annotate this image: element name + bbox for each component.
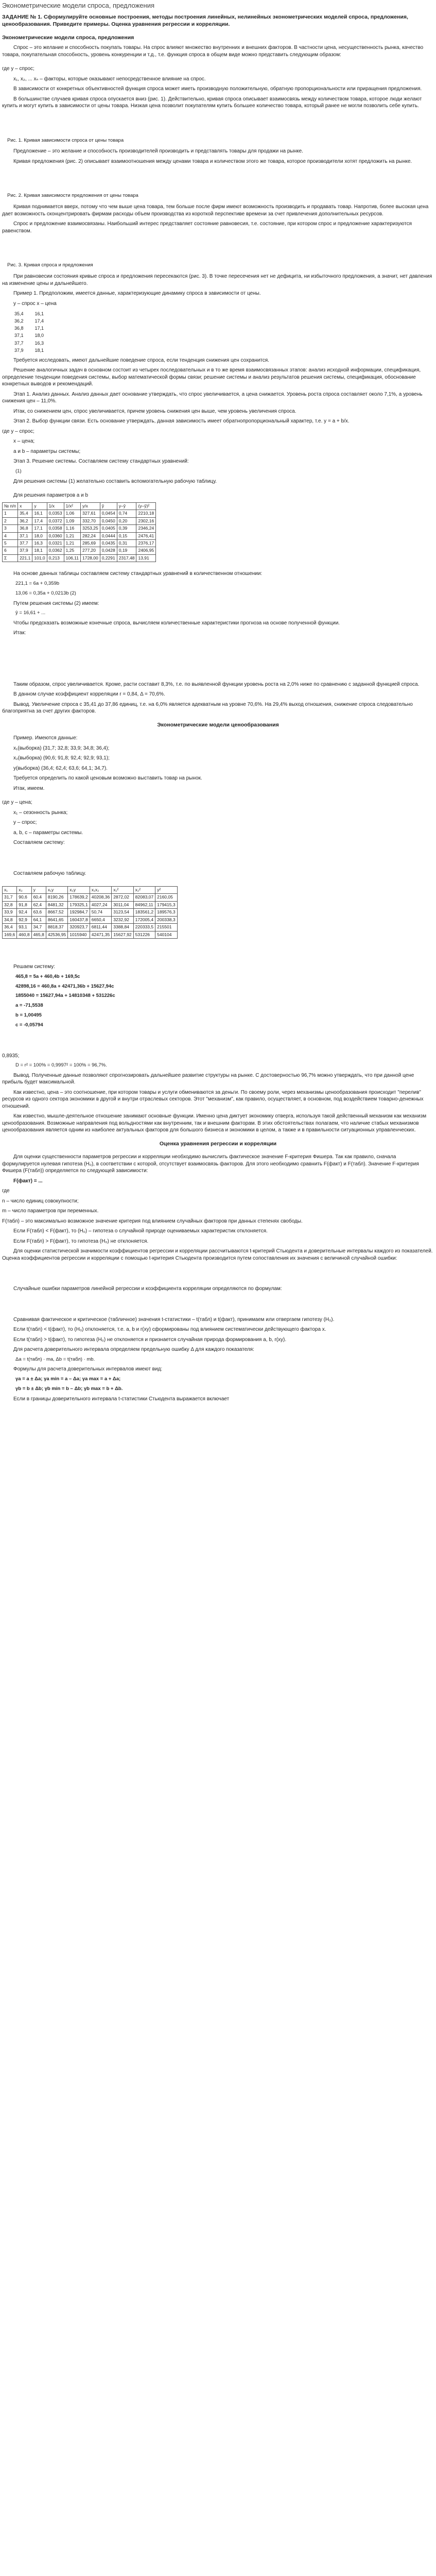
paragraph: Кривая поднимается вверх, потому что чем выше цена товара, тем больше после фирм имеют возможность производить и продавать товар. Напротив, более высокая цена дает возможность сконцентрировать фирмам расходы объем производства из короткой перспективе времени за счет привлечения дополнительных ресурсов. [2, 204, 429, 217]
paragraph: Для решения системы (1) желательно составить вспомогательную рабочую таблицу. [13, 478, 217, 484]
table-cell: 3011,04 [112, 901, 133, 908]
pair-cell: 37,7 [14, 340, 24, 346]
table-cell: 2406,95 [136, 547, 156, 554]
table-cell: 0,20 [117, 517, 136, 524]
table-cell: 4 [3, 532, 18, 539]
table-cell: 1,16 [64, 525, 80, 532]
table-cell: 37,1 [18, 532, 32, 539]
paragraph: Сравнивая фактическое и критическое (табличное) значения t-статистики – t(табл) и t(факт), принимаем или отвергаем гипотезу (H₀). [13, 1316, 335, 1323]
table-header-cell: 1/x [47, 502, 64, 510]
paragraph: Решение аналогичных задач в основном состоит из четырех последовательных и в то же время взаимосвязанных этапов: анализ исходной информации, спецификация, определение тенденции поведения системы, выбор математической формы связи; решение системы и анализ результатов решения системы, спецификация, обоснование конкретных выводов и рекомендаций. [2, 367, 421, 387]
paragraph: Как известно, цена – это соотношение, при котором товары и услуги обмениваются за деньги. По своему роли, через механизмы ценообразования происходит "перелив" ресурсов из одного сектора экономики в другой и внутри отраслевых секторов. Этот "механизм", как правило, осуществляет, в основном, под воздействием товарно-денежных отношений. [2, 1089, 424, 1109]
paragraph: Для расчета доверительного интервала определяем предельную ошибку Δ для каждого показателя: [13, 1347, 254, 1353]
pair-row [7, 310, 48, 317]
paragraph: Требуется исследовать, имеют дальнейшие поведение спроса, если тенденция снижения цен сохранится. [13, 357, 269, 363]
table-cell: 179415,3 [155, 901, 177, 908]
paragraph: F(табл) – это максимально возможное значение критерия под влиянием случайных факторов при данных степенях свободы. [2, 1218, 303, 1224]
table-cell: 32,8 [3, 901, 17, 908]
table-cell: 1728,00 [81, 554, 100, 562]
table-cell: 2376,17 [136, 540, 156, 547]
table-cell: 3388,84 [112, 924, 133, 931]
table-cell: 1015940 [68, 931, 90, 938]
paragraph: В данном случае коэффициент корреляции r = 0,84, Δ = 70,6%. [13, 691, 165, 698]
pair-row [7, 325, 48, 332]
table-cell: 0,2291 [100, 554, 117, 562]
paragraph: x₁(выборка) (31,7; 32,8; 33,9; 34,8; 36,4); [13, 745, 110, 751]
table-header-cell: x₁² [112, 887, 133, 894]
table-cell: 6 [3, 547, 18, 554]
paragraph: Спрос и предложение взаимосвязаны. Наибольший интерес представляет состояние равновесия, т.е. состояние, при котором спрос и предложение характеризуются равенством. [2, 221, 412, 234]
paragraph: Для оценки существенности параметров регрессии и корреляции необходимо вычислить фактическое значение F-критерия Фишера. Так как правило, сначала формулируется нулевая гипотеза (H₀), в соответствии с которой, отсутствует взаимосвязь факторов. Для этого необходимо сравнить F(факт) и F(табл). Значение F-критерия Фишера (F(табл)) определяется по следующей зависимости: [2, 1154, 419, 1174]
table-cell: 0,0372 [47, 517, 64, 524]
formula: D = r² = 100% = 0,9997² = 100% = 96,7%. [15, 1062, 107, 1069]
table-row [3, 924, 178, 931]
paragraph: Этап 1. Анализ данных. Анализ данных дает основание утверждать, что спрос увеличивается, а цена снижается. Уровень роста спроса составляет около 7,1%, а уровень снижения цен – 11,0%. [2, 391, 423, 404]
paragraph: При равновесии состояния кривые спроса и предложения пересекаются (рис. 3). В точке пересечения нет не дефицита, ни избыточного предложения, а значит, нет давления на изменение цены и дальнейшего. [2, 274, 432, 286]
table-cell: 0,0428 [100, 547, 117, 554]
paragraph: где y – цена; [2, 800, 32, 806]
table-cell: 3253,25 [81, 525, 100, 532]
table-cell: 42471,35 [90, 931, 111, 938]
table-cell: Σ [3, 554, 18, 562]
paragraph: m – число параметров при переменных. [2, 1208, 99, 1214]
task-statement: ЗАДАНИЕ № 1. Сформулируйте основные построения, методы построения линейных, нелинейных эконометрических моделей спроса, предложения, ценообразования. Приведите примеры. Оценка уравнения регрессии и корреляции. [2, 13, 408, 27]
table-cell: 93,1 [17, 924, 31, 931]
table-cell: 0,0450 [100, 517, 117, 524]
formula: F(факт) = ... [13, 1178, 43, 1184]
table-header-cell: x₂y [68, 887, 90, 894]
paragraph: Для решения параметров a и b [13, 493, 89, 499]
figure-caption: Рис. 1. Кривая зависимости спроса от цены товара [7, 137, 124, 143]
table-cell: 5 [3, 540, 18, 547]
paragraph: Требуется определить по какой ценовым возможно выставить товар на рынок. [13, 775, 202, 782]
table-cell: 221,1 [18, 554, 32, 562]
table-cell: 82083,07 [133, 894, 155, 901]
formula: (1) [15, 468, 22, 474]
formula: 13,06 = 0,35a + 0,0213b (2) [15, 590, 76, 596]
table-header-cell: x [18, 502, 32, 510]
table-cell: 8190,26 [46, 894, 67, 901]
table-cell: 2317,48 [117, 554, 136, 562]
paragraph: где y – спрос; [2, 428, 34, 434]
table-cell: 540104 [155, 931, 177, 938]
table-header-cell: y/x [81, 502, 100, 510]
table-header-cell: x₁x₂ [90, 887, 111, 894]
table-cell: 8481,32 [46, 901, 67, 908]
table-cell: 92,9 [17, 916, 31, 923]
section-heading-demand: Эконометрические модели спроса, предложения [2, 34, 134, 41]
table-header-cell: x₂² [133, 887, 155, 894]
table-cell: 332,70 [81, 517, 100, 524]
pair-row [7, 347, 48, 354]
table-cell: 37,7 [18, 540, 32, 547]
paragraph: Составляем рабочую таблицу. [13, 870, 86, 876]
table-header-cell: x₁y [46, 887, 67, 894]
paragraph: Пример. Имеются данные: [13, 735, 78, 741]
table-row [3, 894, 178, 901]
table-row [3, 517, 156, 524]
table-cell: 465,8 [31, 931, 46, 938]
table-cell: 50,74 [90, 909, 111, 916]
table-cell: 31,7 [3, 894, 17, 901]
table-row [3, 909, 178, 916]
paragraph: Формулы для расчета доверительных интервалов имеют вид: [13, 1366, 163, 1372]
table-header-cell: № п/п [3, 502, 18, 510]
paragraph: Для оценки статистической значимости коэффициентов регрессии и корреляции рассчитываются t-критерий Стьюдента и доверительные интервалы каждого из показателей. Оценка коэффициентов регрессии и корреляции с помощью t-критерия Стьюдента производится путем сопоставления их значения с величиной случайной ошибки: [2, 1248, 433, 1261]
pair-cell: 37,9 [14, 347, 24, 353]
table-cell: 0,0405 [100, 525, 117, 532]
formula: γb = b ± Δb; γb min = b – Δb; γb max = b + Δb. [15, 1385, 123, 1392]
table-cell: 1,25 [64, 547, 80, 554]
formula: c = -0,05794 [15, 1022, 43, 1028]
table-cell: 3232,92 [112, 916, 133, 923]
formula: γa = a ± Δa; γa min = a – Δa; γa max = a + Δa; [15, 1376, 121, 1382]
table-cell: 189576,3 [155, 909, 177, 916]
section-heading-regression: Оценка уравнения регрессии и корреляции [159, 1140, 277, 1147]
table-cell: 63,6 [31, 909, 46, 916]
table-row [3, 532, 156, 539]
paragraph: Если t(табл) < t(факт), то (H₀) отклоняется, т.е. a, b и r(xy) сформированы под влиянием систематически действующего фактора x. [13, 1327, 326, 1333]
table-cell: 0,39 [117, 525, 136, 532]
paragraph: Итак, имеем. [13, 785, 45, 791]
table-cell: 0,74 [117, 510, 136, 517]
table-row [3, 931, 178, 938]
paragraph: Вывод. Увеличение спроса с 35,41 до 37,86 единиц, т.е. на 6,0% является адекватным на уровне 70,6%. На 29,4% выход отношения, снижение спроса следовательно благоприятна за счет других факторов. [2, 701, 413, 715]
paragraph: Вывод. Полученные данные позволяют спрогнозировать дальнейшее развитие структуры на рынке. С достоверностью 96,7% можно утверждать, что при данной цене прибыль будет максимальной. [2, 1072, 414, 1086]
figure-caption: Рис. 3. Кривая спроса и предложения [7, 262, 93, 268]
paragraph: В большинстве случаев кривая спроса опускается вниз (рис. 1). Действительно, кривая спроса описывает взаимосвязь между количеством товара, которое люди желают купить и могут купить в зависимости от цены товара. Низкая цена позволит покупателям купить большее количество товара, который ранее не могли позволить себе купить. [2, 96, 422, 109]
paragraph: Путем решения системы (2) имеем: [13, 600, 99, 606]
table-cell: 34,7 [31, 924, 46, 931]
table-cell: 34,8 [3, 916, 17, 923]
paragraph: Если F(табл) > F(факт), то гипотеза (H₀) не отклоняется. [13, 1238, 149, 1244]
table-cell: 178639,2 [68, 894, 90, 901]
table-cell: 106,11 [64, 554, 80, 562]
paragraph: где [2, 1188, 10, 1194]
paragraph: В зависимости от конкретных объективностей функция спроса может иметь производную положительную, обратную пропорциональности или приращения предложения. [13, 86, 422, 92]
table-cell: 36,4 [3, 924, 17, 931]
table-cell: 2872,02 [112, 894, 133, 901]
paragraph: Случайные ошибки параметров линейной регрессии и коэффициента корреляции определяются по формулам: [13, 1286, 282, 1292]
pair-cell: 35,4 [14, 311, 24, 316]
table-cell: 179325,1 [68, 901, 90, 908]
pair-cell: 36,8 [14, 326, 24, 331]
formula: ŷ = 16,61 + ... [15, 610, 46, 616]
paragraph: Спрос – это желание и способность покупать товары. На спрос влияют множество внутренних и внешних факторов. В частности цена, несущественность рынка, качество товара, покупательная способность, уровень конкуренции и т.д., т.е. функция спроса в общем виде можно представить следующим образом: [2, 45, 424, 58]
table-cell: 36,2 [18, 517, 32, 524]
table-cell: 169,6 [3, 931, 17, 938]
table-cell: 215501 [155, 924, 177, 931]
table-cell: 1,09 [64, 517, 80, 524]
paragraph: y – спрос x – цена [13, 300, 57, 307]
table-cell: 0,15 [117, 532, 136, 539]
table-cell: 101,0 [32, 554, 47, 562]
pair-row [7, 332, 48, 339]
table-cell: 0,19 [117, 547, 136, 554]
paragraph: Этап 3. Решение системы. Составляем систему стандартных уравнений: [13, 459, 189, 465]
table-row [3, 540, 156, 547]
table-cell: 0,0353 [47, 510, 64, 517]
table-cell: 460,8 [17, 931, 31, 938]
page-title: Эконометрические модели спроса, предложения [2, 2, 154, 9]
pair-cell: 37,1 [14, 333, 24, 338]
table-cell: 327,61 [81, 510, 100, 517]
table-cell: 90,6 [17, 894, 31, 901]
pair-cell: 17,4 [34, 318, 44, 324]
paragraph: Если F(табл) < F(факт), то (H₀) – гипотеза о случайной природе оцениваемых характеристик отклоняется. [13, 1228, 268, 1234]
table-cell: 220333,5 [133, 924, 155, 931]
table-cell: 192984,7 [68, 909, 90, 916]
figure-caption: Рис. 2. Кривая зависимости предложения от цены товара [7, 193, 138, 199]
paragraph: Этап 2. Выбор функции связи. Есть основание утверждать, данная зависимость имеет обратнопропорциональный характер, т.е. y = a + b/x. [13, 418, 350, 425]
paragraph: Таким образом, спрос увеличивается. Кроме, расти составит 8,3%, т.е. по выявленной функции уровень роста на 2,0% ниже по сравнению с заданной функцией спроса. [13, 681, 420, 687]
table-cell: 0,0358 [47, 525, 64, 532]
table-cell: 16,1 [32, 510, 47, 517]
table-cell: 4027,24 [90, 901, 111, 908]
price-demand-pairs [7, 310, 48, 354]
formula: 465,8 = 5a + 460,4b + 169,5c [15, 973, 80, 979]
paragraph: Если в границы доверительного интервала t-статистики Стьюдента выражается включает [13, 1396, 230, 1402]
pair-cell: 18,0 [34, 333, 44, 338]
table-header-cell: (y–ŷ)² [136, 502, 156, 510]
table-cell: 8641,65 [46, 916, 67, 923]
table-row [3, 916, 178, 923]
formula: 221,1 = 6a + 0,359b [15, 580, 60, 586]
table-cell: 15627,92 [112, 931, 133, 938]
table-cell: 6650,4 [90, 916, 111, 923]
table-header-cell: y² [155, 887, 177, 894]
paragraph: n – число единиц совокупности; [2, 1198, 79, 1204]
table-cell: 42536,95 [46, 931, 67, 938]
table-header-cell: y–ŷ [117, 502, 136, 510]
table-cell: 0,0435 [100, 540, 117, 547]
table-header-cell: x₂ [17, 887, 31, 894]
section-heading-pricing: Эконометрические модели ценообразования [157, 721, 279, 728]
table-cell: 2302,16 [136, 517, 156, 524]
paragraph: где y – спрос; [2, 66, 34, 72]
table-cell: 285,69 [81, 540, 100, 547]
table-cell: 60,4 [31, 894, 46, 901]
table-cell: 200338,3 [155, 916, 177, 923]
formula: Δa = t(табл) · ma, Δb = t(табл) · mb. [15, 1356, 95, 1362]
paragraph: Итак, со снижением цен, спрос увеличивается, причем уровень снижения цен выше, чем уровень увеличения спроса. [13, 408, 297, 414]
table-cell: 160437,8 [68, 916, 90, 923]
pair-row [7, 317, 48, 325]
paragraph: Решаем систему: [13, 964, 55, 970]
table-cell: 92,4 [17, 909, 31, 916]
paragraph: x₂(выборка) (90,6; 91,8; 92,4; 92,9; 93,1); [13, 755, 110, 761]
paragraph: x₁, x₂, ... xₙ – факторы, которые оказывают непосредственное влияние на спрос. [13, 76, 206, 82]
table-cell: 1,21 [64, 540, 80, 547]
table-cell: 282,24 [81, 532, 100, 539]
table-header-cell: y [32, 502, 47, 510]
formula: 42898,16 = 460,8a + 42471,36b + 15627,94c [15, 983, 114, 989]
table-cell: 0,0444 [100, 532, 117, 539]
table-cell: 2210,18 [136, 510, 156, 517]
pair-cell: 17,1 [34, 326, 44, 331]
table-header-cell: 1/x² [64, 502, 80, 510]
table-cell: 1,06 [64, 510, 80, 517]
formula: 1855040 = 15627,94a + 14810348 + 531226c [15, 993, 115, 999]
table-cell: 3 [3, 525, 18, 532]
table-header-cell: y [31, 887, 46, 894]
table-cell: 8667,52 [46, 909, 67, 916]
table-cell: 91,8 [17, 901, 31, 908]
table-cell: 84962,11 [133, 901, 155, 908]
paragraph: y – спрос; [13, 820, 37, 826]
table-row [3, 510, 156, 517]
table-row [3, 547, 156, 554]
paragraph: Кривая предложения (рис. 2) описывает взаимоотношения между ценами товара и количеством этого же товара, которое производители хотят предложить на рынке. [13, 158, 412, 164]
table-row [3, 554, 156, 562]
table-cell: 17,4 [32, 517, 47, 524]
paragraph: a, b, c – параметры системы. [13, 829, 83, 836]
table-cell: 18,0 [32, 532, 47, 539]
table-cell: 320923,7 [68, 924, 90, 931]
table-cell: 64,1 [31, 916, 46, 923]
paragraph: Итак: [13, 630, 26, 636]
table-cell: 35,4 [18, 510, 32, 517]
table-row [3, 525, 156, 532]
table-header-cell: ŷ [100, 502, 117, 510]
table-cell: 531226 [133, 931, 155, 938]
table-cell: 0,0362 [47, 547, 64, 554]
paragraph: x – цена; [13, 438, 35, 445]
table-cell: 277,20 [81, 547, 100, 554]
table-cell: 62,4 [31, 901, 46, 908]
table-cell: 8818,37 [46, 924, 67, 931]
paragraph: Как известно, мышле-деятельное отношение занимают основные функции. Именно цена диктует экономику отверга, используя такой действенный механизм как механизм ценообразования. Возможные направления под вольдностями как внутренним, так и внешним факторам. В этих обстоятельствах полагаем, что наличие стабых механизмов ценообразования является одним из наиболее актуальных факторов для большого бизнеса и экономики в целом, а также и в правильности ситуационных управленческих. [2, 1113, 427, 1133]
table-row [3, 901, 178, 908]
paragraph: Чтобы предсказать возможные конечные спроса, вычисляем количественные характеристики прогноза на основе полученной функции. [13, 620, 340, 626]
table-cell: 2160,05 [155, 894, 177, 901]
paragraph: Составляем систему: [13, 840, 65, 846]
formula: b = 1,00495 [15, 1012, 42, 1019]
table-cell: 36,8 [18, 525, 32, 532]
table-cell: 0,0321 [47, 540, 64, 547]
table-cell: 33,9 [3, 909, 17, 916]
table-cell: 17,1 [32, 525, 47, 532]
table-header-cell: x₁ [3, 887, 17, 894]
table-cell: 40208,36 [90, 894, 111, 901]
pair-row [7, 340, 48, 347]
paragraph: x₁ – сезонность рынка; [13, 809, 68, 816]
table-cell: 2476,41 [136, 532, 156, 539]
work-table-1 [2, 502, 156, 563]
work-table-2 [2, 886, 178, 939]
paragraph: На основе данных таблицы составляем систему стандартных уравнений в количественном отношении: [13, 571, 263, 577]
paragraph: a и b – параметры системы; [13, 448, 81, 454]
formula: a = -71,5538 [15, 1003, 43, 1009]
table-cell: 183561,2 [133, 909, 155, 916]
table-cell: 2346,24 [136, 525, 156, 532]
table-cell: 0,0360 [47, 532, 64, 539]
table-cell: 18,1 [32, 547, 47, 554]
table-cell: 2 [3, 517, 18, 524]
table-cell: 0,31 [117, 540, 136, 547]
table-cell: 37,9 [18, 547, 32, 554]
table-cell: 0,0454 [100, 510, 117, 517]
paragraph: 0,8935; [2, 1053, 20, 1059]
table-cell: 1,21 [64, 532, 80, 539]
paragraph: y(выборка) (36,4; 62,4; 63,6; 64,1; 34,7). [13, 765, 108, 771]
table-cell: 1 [3, 510, 18, 517]
table-cell: 6811,44 [90, 924, 111, 931]
pair-cell: 16,3 [34, 340, 44, 346]
paragraph: Пример 1. Предположим, имеется данные, характеризующие динамику спроса в зависимости от цены. [13, 291, 261, 296]
table-cell: 13,91 [136, 554, 156, 562]
pair-cell: 18,1 [34, 347, 44, 353]
table-cell: 16,3 [32, 540, 47, 547]
paragraph: Если t(табл) > t(факт), то гипотеза (H₀) не отклоняется и признается случайная природа формирования a, b, r(xy). [13, 1336, 287, 1343]
table-cell: 3123,54 [112, 909, 133, 916]
table-cell: 0,213 [47, 554, 64, 562]
table-cell: 172005,4 [133, 916, 155, 923]
pair-cell: 16,1 [34, 311, 44, 316]
pair-cell: 36,2 [14, 318, 24, 324]
paragraph: Предложение – это желание и способность производителей производить и представлять товары для продажи на рынке. [13, 148, 303, 155]
